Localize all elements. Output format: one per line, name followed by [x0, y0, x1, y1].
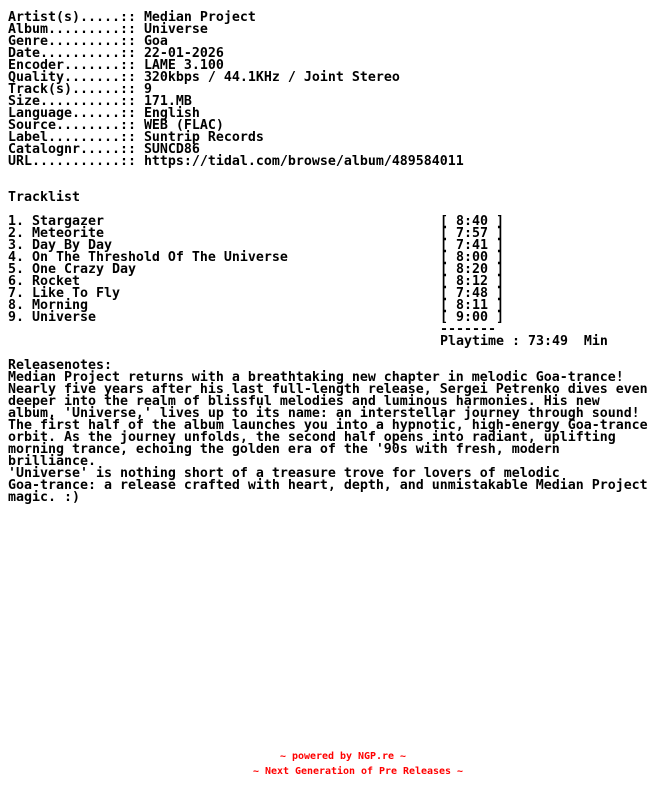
- track-duration: [ 8:11 ]: [440, 298, 504, 313]
- info-value: Universe: [143, 22, 208, 37]
- track-title: 5. One Crazy Day: [8, 262, 136, 277]
- playtime-separator: -------: [440, 322, 496, 337]
- info-label: Encoder.......::: [8, 58, 136, 73]
- track-duration: [ 8:20 ]: [440, 262, 504, 277]
- info-value: Goa: [143, 34, 168, 49]
- info-label: Language......::: [8, 106, 136, 121]
- info-field-url: [8, 156, 648, 168]
- info-label: Label.........::: [8, 130, 136, 145]
- info-value: 320kbps / 44.1KHz / Joint Stereo: [143, 70, 400, 85]
- info-label: URL...........::: [8, 154, 136, 169]
- track-row: [8, 300, 648, 312]
- releasenotes-heading: Releasenotes:: [8, 358, 112, 373]
- track-duration: [ 7:57 ]: [440, 226, 504, 241]
- info-value: LAME 3.100: [143, 58, 224, 73]
- track-duration: [ 9:00 ]: [440, 310, 504, 325]
- info-value: 9: [143, 82, 152, 97]
- releasenotes-section: [8, 372, 648, 504]
- info-label: Artist(s).....::: [8, 10, 136, 25]
- releasenotes-line: The first half of the album launches you into a hypnotic, high-energy Goa-trance: [8, 418, 648, 433]
- release-info-section: [8, 12, 648, 168]
- releasenotes-line: orbit. As the journey unfolds, the second half opens into radiant, uplifting: [8, 430, 616, 445]
- track-title: 4. On The Threshold Of The Universe: [8, 250, 288, 265]
- track-duration: [ 7:48 ]: [440, 286, 504, 301]
- info-label: Quality.......::: [8, 70, 136, 85]
- info-value: Median Project: [143, 10, 256, 25]
- tracklist-heading: Tracklist: [8, 190, 80, 205]
- info-value: WEB (FLAC): [143, 118, 224, 133]
- info-label: Size..........::: [8, 94, 136, 109]
- info-label: Source........::: [8, 118, 136, 133]
- track-title: 7. Like To Fly: [8, 286, 120, 301]
- track-title: 9. Universe: [8, 310, 96, 325]
- releasenotes-line: 'Universe' is nothing short of a treasure trove for lovers of melodic: [8, 466, 560, 481]
- info-label: Track(s)......::: [8, 82, 136, 97]
- info-value: SUNCD86: [143, 142, 200, 157]
- track-title: 3. Day By Day: [8, 238, 112, 253]
- track-row: [8, 288, 648, 300]
- releasenotes-line: album, 'Universe,' lives up to its name: an interstellar journey through sound!: [8, 406, 640, 421]
- releasenotes-line: Median Project returns with a breathtaking new chapter in melodic Goa-trance!: [8, 370, 624, 385]
- track-duration: [ 7:41 ]: [440, 238, 504, 253]
- playtime-total: Playtime : 73:49 Min: [440, 334, 608, 349]
- track-title: 8. Morning: [8, 298, 88, 313]
- releasenotes-line: Goa-trance: a release crafted with heart, depth, and unmistakable Median Project: [8, 478, 648, 493]
- footer-tagline: ~ Next Generation of Pre Releases ~: [253, 766, 464, 777]
- track-row: [8, 312, 648, 324]
- track-title: 6. Rocket: [8, 274, 80, 289]
- info-label: Date..........::: [8, 46, 136, 61]
- track-title: 2. Meteorite: [8, 226, 104, 241]
- info-label: Catalognr.....::: [8, 142, 136, 157]
- info-value: Suntrip Records: [143, 130, 264, 145]
- track-duration: [ 8:40 ]: [440, 214, 504, 229]
- nfo-document: [8, 12, 648, 504]
- releasenotes-line: morning trance, echoing the golden era of the '90s with fresh, modern: [8, 442, 560, 457]
- info-value: https://tidal.com/browse/album/489584011: [143, 154, 464, 169]
- info-label: Album.........::: [8, 22, 136, 37]
- releasenotes-line: Nearly five years after his last full-length release, Sergei Petrenko dives even: [8, 382, 648, 397]
- info-value: 171.MB: [143, 94, 192, 109]
- info-value: 22-01-2026: [143, 46, 224, 61]
- releasenotes-line: magic. :): [8, 490, 80, 505]
- info-label: Genre.........::: [8, 34, 136, 49]
- track-duration: [ 8:12 ]: [440, 274, 504, 289]
- track-row: [8, 264, 648, 276]
- releasenotes-line: brilliance.: [8, 454, 96, 469]
- info-value: English: [143, 106, 200, 121]
- track-title: 1. Stargazer: [8, 214, 104, 229]
- track-duration: [ 8:00 ]: [440, 250, 504, 265]
- tracklist-section: [8, 216, 648, 324]
- releasenotes-line: deeper into the realm of blissful melodies and luminous harmonies. His new: [8, 394, 600, 409]
- footer-powered-by: ~ powered by NGP.re ~: [280, 751, 407, 762]
